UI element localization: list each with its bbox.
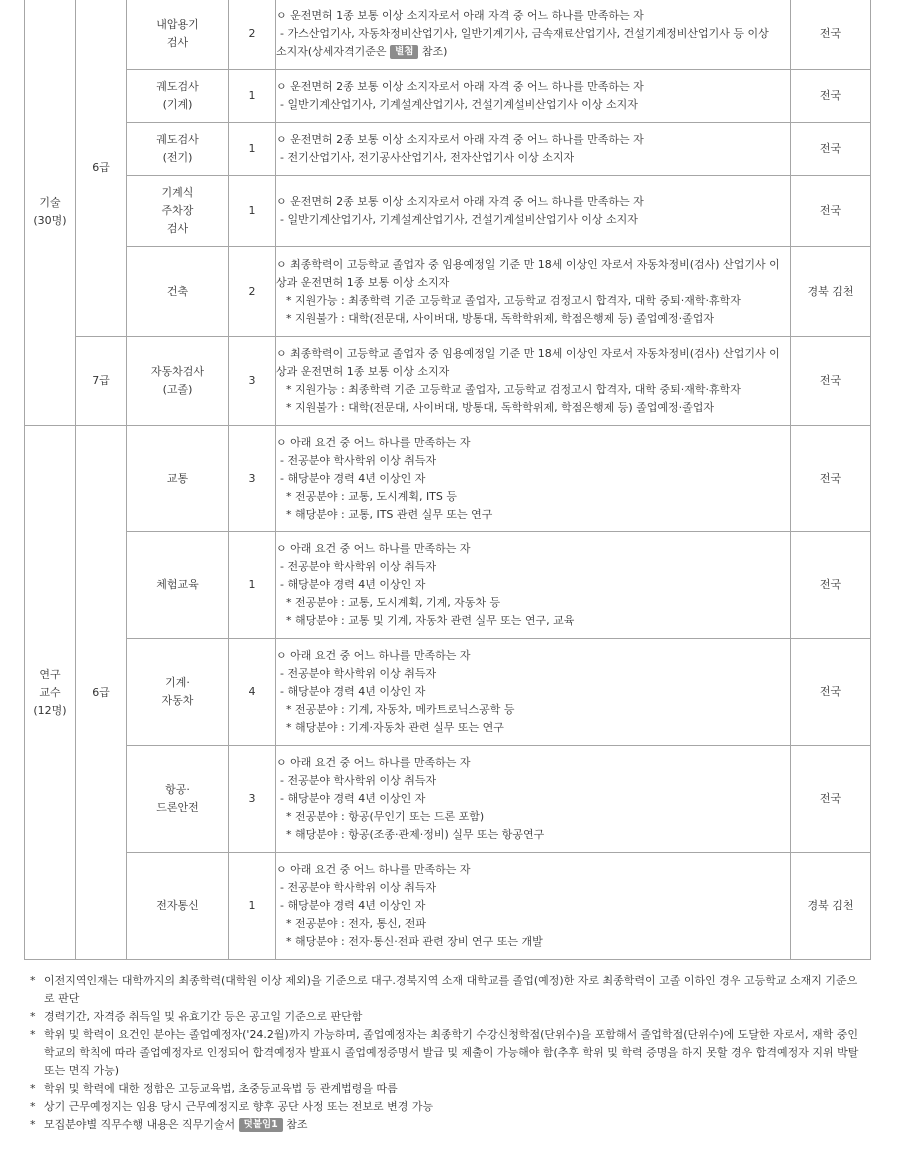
region-label: 경북 김천 — [807, 899, 854, 912]
region-cell — [791, 639, 871, 746]
qualification-line: - 해당분야 경력 4년 이상인 자 — [280, 578, 426, 591]
qualification-line: * 지원불가 : 대학(전문대, 사이버대, 방통대, 독학학위제, 학점은행제 등) 졸업예정·졸업자 — [286, 311, 715, 325]
qualification-cell — [276, 247, 791, 337]
qualification-line: - 전공분야 학사학위 이상 취득자 — [280, 774, 437, 787]
table-row — [25, 70, 871, 123]
region-label: 전국 — [819, 685, 842, 698]
field-cell — [127, 247, 229, 337]
table-row — [25, 532, 871, 639]
qualification-cell — [276, 639, 791, 746]
table-row — [25, 247, 871, 337]
field-label: 자동차검사 (고졸) — [150, 365, 205, 396]
asterisk-icon: * — [30, 974, 36, 987]
region-cell — [791, 746, 871, 853]
footnote-text: 모집분야별 직무수행 내용은 직무기술서 — [44, 1118, 236, 1131]
region-label: 전국 — [819, 471, 842, 485]
qualification-line: - 전기산업기사, 전기공사산업기사, 전자산업기사 이상 소지자 — [280, 151, 575, 164]
footnote — [30, 1026, 860, 1080]
group-label: 기술 (30명) — [33, 196, 67, 227]
qualification-line: - 전공분야 학사학위 이상 취득자 — [280, 453, 437, 467]
qualification-line: * 해당분야 : 기계·자동차 관련 실무 또는 연구 — [286, 721, 504, 734]
qualification-line: - 해당분야 경력 4년 이상인 자 — [280, 685, 426, 698]
count-cell — [229, 70, 276, 123]
qualification-cell — [276, 123, 791, 176]
qualification-cell — [276, 176, 791, 247]
region-cell — [791, 70, 871, 123]
appendix-badge: 덧붙임1 — [239, 1118, 283, 1132]
footnote-text-end: 참조 — [286, 1118, 308, 1131]
qualification-line: * 지원가능 : 최종학력 기준 고등학교 졸업자, 고등학교 검정고시 합격자, 대학 중퇴·재학·휴학자 — [286, 383, 741, 396]
qualification-cell — [276, 426, 791, 532]
table-row — [25, 0, 871, 70]
count-value: 4 — [248, 685, 256, 698]
grade-cell — [76, 426, 127, 960]
qualification-line: - 일반기계산업기사, 기계설계산업기사, 건설기계설비산업기사 이상 소지자 — [280, 213, 638, 226]
field-cell — [127, 532, 229, 639]
qualification-line: * 전공분야 : 전자, 통신, 전파 — [286, 917, 426, 930]
qualification-line: - 해당분야 경력 4년 이상인 자 — [280, 471, 426, 485]
qualification-cell — [276, 0, 791, 70]
footnote-text: 학위 및 학력이 요건인 분야는 졸업예정자('24.2월)까지 가능하며, 졸업예정자는 최종학기 수강신청학점(단위수)을 포함해서 졸업학점(단위수)에 도달한 자로서, 재학 중인 학교의 학칙에 따라 졸업예정자로 인정되어 합격예정자 발표시 졸업예정증명서 발급 및 제출이 가능해야 함(추후 학위 및 학력 증명을 하지 못할 경우 합격예정자 지위 박탈 또는 면직 가능) — [44, 1028, 859, 1077]
qualification-tail-text: 소지자(상세자격기준은 — [276, 45, 387, 58]
qualification-line: * 해당분야 : 교통 및 기계, 자동차 관련 실무 또는 연구, 교육 — [286, 614, 575, 627]
qualification-line: ㅇ 최종학력이 고등학교 졸업자 중 임용예정일 기준 만 18세 이상인 자로서 자동차정비(검사) 산업기사 이 — [276, 347, 780, 360]
table-row — [25, 639, 871, 746]
qualification-line: ㅇ 아래 요건 중 어느 하나를 만족하는 자 — [276, 863, 471, 876]
table-row — [25, 123, 871, 176]
field-cell — [127, 70, 229, 123]
qualification-line: * 전공분야 : 교통, 도시계획, 기계, 자동차 등 — [286, 596, 501, 609]
region-cell — [791, 123, 871, 176]
count-cell — [229, 0, 276, 70]
region-cell — [791, 247, 871, 337]
qualification-line: * 지원불가 : 대학(전문대, 사이버대, 방통대, 독학학위제, 학점은행제 등) 졸업예정·졸업자 — [286, 401, 715, 414]
field-label: 궤도검사 (전기) — [156, 133, 199, 164]
table-row — [25, 176, 871, 247]
count-value: 1 — [248, 899, 256, 912]
footnote-text: 학위 및 학력에 대한 정함은 고등교육법, 초중등교육법 등 관계법령을 따름 — [44, 1082, 398, 1095]
asterisk-icon: * — [30, 1082, 36, 1095]
count-value: 2 — [248, 27, 256, 40]
field-label: 교통 — [166, 471, 189, 485]
qualification-line: - 해당분야 경력 4년 이상인 자 — [280, 899, 426, 912]
footnotes — [30, 972, 860, 1134]
count-cell — [229, 123, 276, 176]
group-cell-research — [25, 426, 76, 960]
field-cell — [127, 337, 229, 426]
qualification-tail-end: 참조) — [421, 45, 448, 58]
qualification-line: ㅇ 아래 요건 중 어느 하나를 만족하는 자 — [276, 542, 471, 555]
count-cell — [229, 337, 276, 426]
region-cell — [791, 176, 871, 247]
region-cell — [791, 337, 871, 426]
region-label: 전국 — [819, 792, 842, 805]
field-label: 궤도검사 (기계) — [156, 80, 199, 111]
footnote — [30, 1080, 860, 1098]
group-cell-tech — [25, 0, 76, 426]
footnote — [30, 1098, 860, 1116]
region-label: 전국 — [819, 89, 842, 102]
qualification-line: * 지원가능 : 최종학력 기준 고등학교 졸업자, 고등학교 검정고시 합격자, 대학 중퇴·재학·휴학자 — [286, 293, 741, 307]
footnote-text: 이전지역인재는 대학까지의 최종학력(대학원 이상 제외)을 기준으로 대구.경북지역 소재 대학교를 졸업(예정)한 자로 최종학력이 고졸 이하인 경우 고등학교 소재지 기준으로 판단 — [44, 974, 858, 1005]
field-cell — [127, 426, 229, 532]
field-cell — [127, 853, 229, 960]
field-cell — [127, 123, 229, 176]
asterisk-icon: * — [30, 1118, 36, 1131]
qualification-line: * 해당분야 : 항공(조종·관제·정비) 실무 또는 항공연구 — [286, 828, 545, 841]
count-value: 3 — [248, 471, 256, 485]
qualification-line: * 전공분야 : 기계, 자동차, 메카트로닉스공학 등 — [286, 703, 515, 716]
attachment-badge: 별첨 — [390, 45, 418, 59]
qualification-line: ㅇ 운전면허 2종 보통 이상 소지자로서 아래 자격 중 어느 하나를 만족하는 자 — [276, 195, 644, 208]
region-cell — [791, 426, 871, 532]
count-value: 1 — [248, 578, 256, 591]
field-label: 항공· 드론안전 — [156, 783, 199, 814]
grade-label: 6급 — [92, 160, 110, 174]
qualification-cell — [276, 70, 791, 123]
region-cell — [791, 0, 871, 70]
qualification-line: ㅇ 아래 요건 중 어느 하나를 만족하는 자 — [276, 649, 471, 662]
group-label: 연구 교수 (12명) — [33, 667, 67, 717]
count-cell — [229, 176, 276, 247]
qualification-line: - 전공분야 학사학위 이상 취득자 — [280, 881, 437, 894]
qualification-line: ㅇ 아래 요건 중 어느 하나를 만족하는 자 — [276, 756, 471, 769]
asterisk-icon: * — [30, 1028, 36, 1041]
qualification-line: - 가스산업기사, 자동차정비산업기사, 일반기계기사, 금속재료산업기사, 건설기계정비산업기사 등 이상 — [280, 27, 769, 40]
field-label: 건축 — [166, 284, 189, 298]
field-cell — [127, 639, 229, 746]
qualification-line: 상과 운전면허 1종 보통 이상 소지자 — [276, 365, 450, 378]
qualification-cell — [276, 853, 791, 960]
field-label: 기계· 자동차 — [161, 676, 194, 707]
count-cell — [229, 853, 276, 960]
footnote — [30, 1116, 860, 1134]
field-cell — [127, 746, 229, 853]
region-label: 전국 — [819, 578, 842, 591]
grade-cell — [76, 0, 127, 337]
count-cell — [229, 639, 276, 746]
region-label: 전국 — [819, 27, 842, 40]
table-row — [25, 746, 871, 853]
qualification-line: - 전공분야 학사학위 이상 취득자 — [280, 560, 437, 573]
footnote-text: 상기 근무예정지는 임용 당시 근무예정지로 향후 공단 사정 또는 전보로 변경 가능 — [44, 1100, 434, 1113]
qualification-line: 상과 운전면허 1종 보통 이상 소지자 — [276, 275, 450, 289]
region-label: 전국 — [819, 374, 842, 387]
qualification-line: ㅇ 운전면허 2종 보통 이상 소지자로서 아래 자격 중 어느 하나를 만족하는 자 — [276, 80, 644, 93]
region-label: 경북 김천 — [807, 284, 854, 298]
qualification-cell — [276, 746, 791, 853]
count-cell — [229, 426, 276, 532]
qualification-line: - 전공분야 학사학위 이상 취득자 — [280, 667, 437, 680]
qualification-line: ㅇ 운전면허 2종 보통 이상 소지자로서 아래 자격 중 어느 하나를 만족하는 자 — [276, 133, 644, 146]
count-cell — [229, 247, 276, 337]
asterisk-icon: * — [30, 1010, 36, 1023]
count-value: 3 — [248, 792, 256, 805]
count-cell — [229, 532, 276, 639]
grade-label: 7급 — [92, 374, 110, 387]
field-label: 전자통신 — [156, 899, 199, 912]
recruitment-table — [24, 0, 871, 960]
qualification-line: ㅇ 아래 요건 중 어느 하나를 만족하는 자 — [276, 435, 471, 449]
qualification-line: - 일반기계산업기사, 기계설계산업기사, 건설기계설비산업기사 이상 소지자 — [280, 98, 638, 111]
qualification-line: ㅇ 운전면허 1종 보통 이상 소지자로서 아래 자격 중 어느 하나를 만족하는 자 — [276, 9, 644, 22]
asterisk-icon: * — [30, 1100, 36, 1113]
region-cell — [791, 853, 871, 960]
qualification-line: * 해당분야 : 교통, ITS 관련 실무 또는 연구 — [286, 507, 493, 521]
count-value: 2 — [248, 284, 256, 298]
count-value: 1 — [248, 142, 256, 155]
field-label: 기계식 주차장 검사 — [161, 186, 194, 235]
region-cell — [791, 532, 871, 639]
region-label: 전국 — [819, 142, 842, 155]
count-value: 1 — [248, 89, 256, 102]
count-cell — [229, 746, 276, 853]
table-row — [25, 426, 871, 532]
count-value: 3 — [248, 374, 256, 387]
qualification-line: * 전공분야 : 항공(무인기 또는 드론 포함) — [286, 810, 485, 823]
footnote — [30, 972, 860, 1008]
field-label: 내압용기 검사 — [156, 18, 199, 49]
qualification-cell — [276, 532, 791, 639]
qualification-cell — [276, 337, 791, 426]
qualification-tail — [276, 43, 790, 61]
footnote — [30, 1008, 860, 1026]
qualification-line: * 전공분야 : 교통, 도시계획, ITS 등 — [286, 489, 458, 503]
qualification-line: * 해당분야 : 전자·통신·전파 관련 장비 연구 또는 개발 — [286, 935, 543, 948]
qualification-line: ㅇ 최종학력이 고등학교 졸업자 중 임용예정일 기준 만 18세 이상인 자로서 자동차정비(검사) 산업기사 이 — [276, 257, 780, 271]
count-value: 1 — [248, 204, 256, 217]
field-cell — [127, 176, 229, 247]
footnote-text: 경력기간, 자격증 취득일 및 유효기간 등은 공고일 기준으로 판단함 — [44, 1010, 363, 1023]
grade-label: 6급 — [92, 685, 110, 699]
table-row — [25, 853, 871, 960]
region-label: 전국 — [819, 204, 842, 217]
qualification-line: - 해당분야 경력 4년 이상인 자 — [280, 792, 426, 805]
field-label: 체험교육 — [156, 578, 199, 591]
field-cell — [127, 0, 229, 70]
grade-cell — [76, 337, 127, 426]
table-row — [25, 337, 871, 426]
